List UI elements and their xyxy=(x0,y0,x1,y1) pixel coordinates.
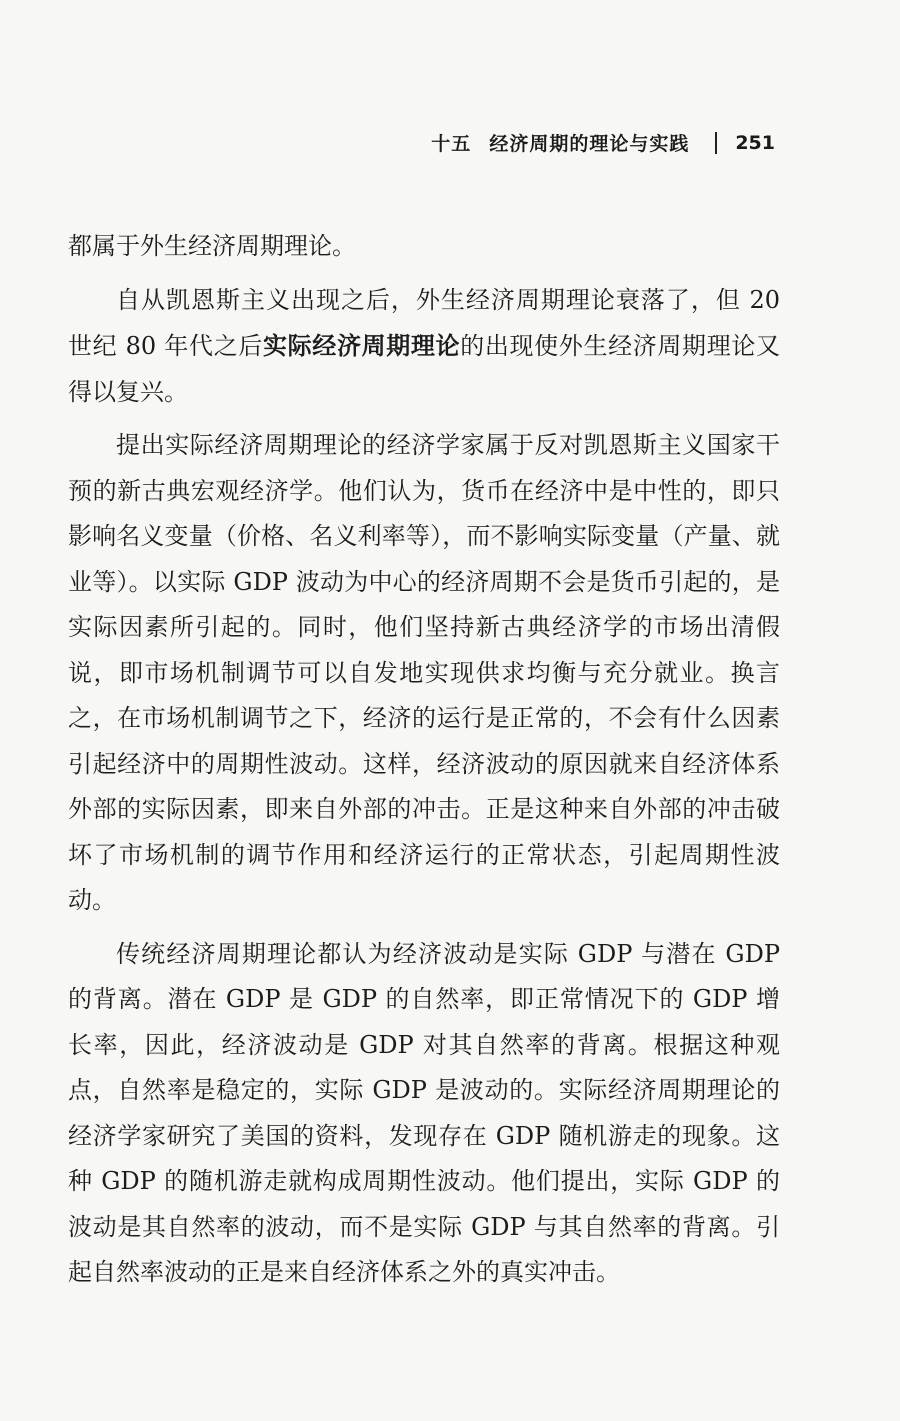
paragraph-text: 的出现使外生经济周期理论又得以复兴。 xyxy=(68,332,781,406)
chapter-title: 经济周期的理论与实践 xyxy=(489,133,690,155)
header-divider xyxy=(715,132,717,154)
emphasis-term: 实际经济周期理论 xyxy=(263,331,461,360)
running-header xyxy=(431,129,775,156)
paragraph-continuation: 都属于外生经济周期理论。 xyxy=(68,232,356,260)
paragraph: 提出实际经济周期理论的经济学家属于反对凯恩斯主义国家干预的新古典宏观经济学。他们认为，货币在经济中是中性的，即只影响名义变量（价格、名义利率等），而不影响实际变量（产量、就业等）。以实际 GDP 波动为中心的经济周期不会是货币引起的，是实际因素所引起的。同时，他们坚持新古典经济学的市场出清假说，即市场机制调节可以自发地实现供求均衡与充分就业。换言之，在市场机制调节之下，经济的运行是正常的，不会有什么因素引起经济中的周期性波动。这样，经济波动的原因就来自经济体系外部的实际因素，即来自外部的冲击。正是这种来自外部的冲击破坏了市场机制的调节作用和经济运行的正常状态，引起周期性波动。 xyxy=(68,431,780,914)
body-text xyxy=(68,224,780,1304)
paragraph: 传统经济周期理论都认为经济波动是实际 GDP 与潜在 GDP 的背离。潜在 GDP 是 GDP 的自然率，即正常情况下的 GDP 增长率，因此，经济波动是 GDP 对其自然率的背离。根据这种观点，自然率是稳定的，实际 GDP 是波动的。实际经济周期理论的经济学家研究了美国的资料，发现存在 GDP 随机游走的现象。这种 GDP 的随机游走就构成周期性波动。他们提出，实际 GDP 的波动是其自然率的波动，而不是实际 GDP 与其自然率的背离。引起自然率波动的正是来自经济体系之外的真实冲击。 xyxy=(68,939,780,1286)
chapter-number: 十五 xyxy=(431,133,472,155)
page-number: 251 xyxy=(735,131,775,154)
paragraph xyxy=(68,278,780,416)
paragraph-text: 自从凯恩斯主义出现之后，外生经济周期理论衰落了，但 20 世纪 80 年代之后 xyxy=(68,285,780,360)
